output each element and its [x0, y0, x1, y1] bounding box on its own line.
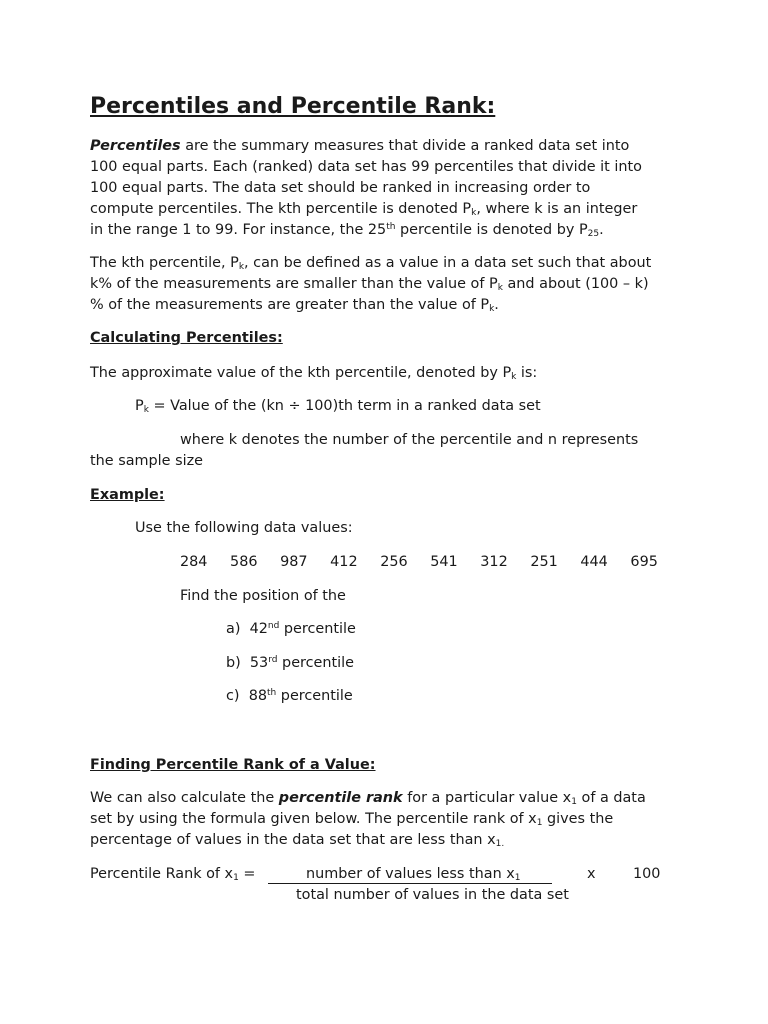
list-item: c) 88th percentile — [226, 688, 353, 704]
example-use-text: Use the following data values: — [135, 520, 353, 536]
rank-line-3: percentage of values in the data set that are less than $x_{1.}$ — [90, 832, 505, 849]
calc-intro: The approximate value of the kth percentile, denoted by $P_k$ is: — [90, 365, 538, 382]
list-item: a) 42nd percentile — [226, 621, 356, 637]
data-value: 541 — [430, 554, 458, 570]
data-value: 312 — [480, 554, 508, 570]
rank-line-2: set by using the formula given below. The percentile rank of $x_1$ gives the — [90, 811, 614, 828]
data-values-row — [180, 552, 658, 572]
percentile-rank-term: percentile rank — [278, 790, 403, 806]
data-value: 444 — [580, 554, 608, 570]
data-value: 251 — [530, 554, 558, 570]
intro-line-3: 100 equal parts. The data set should be ranked in increasing order to — [90, 180, 591, 196]
multiply-sign: x — [587, 866, 596, 882]
definition-line-3: % of the measurements are greater than the value of $P_k$. — [90, 297, 499, 314]
data-value: 412 — [330, 554, 358, 570]
intro-line-1: Percentiles are the summary measures that divide a ranked data set into — [90, 138, 630, 154]
calculating-percentiles-heading: Calculating Percentiles: — [90, 330, 283, 346]
find-position-text: Find the position of the — [180, 588, 346, 604]
definition-line-1: The kth percentile, $P_k$, can be defined as a value in a data set such that about — [90, 255, 652, 272]
hundred-value: 100 — [633, 866, 661, 882]
percentile-rank-heading: Finding Percentile Rank of a Value: — [90, 757, 376, 773]
example-heading: Example: — [90, 487, 165, 503]
formula-where-line-2: the sample size — [90, 453, 203, 469]
list-item: b) 53rd percentile — [226, 655, 355, 671]
data-value: 695 — [630, 554, 658, 570]
rank-formula-label: Percentile Rank of $x_1$ = — [90, 866, 256, 883]
rank-line-1: We can also calculate the percentile rank for a particular value $x_1$ of a data — [90, 790, 646, 807]
data-value: 586 — [230, 554, 258, 570]
data-value: 987 — [280, 554, 308, 570]
rank-formula-numerator: number of values less than $x_1$ — [306, 866, 521, 883]
data-value: 256 — [380, 554, 408, 570]
intro-line-2: 100 equal parts. Each (ranked) data set has 99 percentiles that divide it into — [90, 159, 642, 175]
formula-where-line-1: where k denotes the number of the percentile and n represents — [180, 432, 639, 448]
intro-line-4: compute percentiles. The kth percentile is denoted $P_k$, where k is an integer — [90, 201, 638, 218]
page-title: Percentiles and Percentile Rank: — [90, 94, 496, 119]
data-value: 284 — [180, 554, 208, 570]
definition-line-2: k% of the measurements are smaller than the value of $P_k$ and about (100 – k) — [90, 276, 649, 293]
intro-line-5: in the range 1 to 99. For instance, the 25th percentile is denoted by $P_{25}$. — [90, 222, 604, 239]
percentile-formula: $P_k$ = Value of the (kn ÷ 100)th term in a ranked data set — [135, 398, 541, 415]
rank-formula-denominator: total number of values in the data set — [296, 887, 569, 903]
percentiles-term: Percentiles — [90, 138, 181, 154]
